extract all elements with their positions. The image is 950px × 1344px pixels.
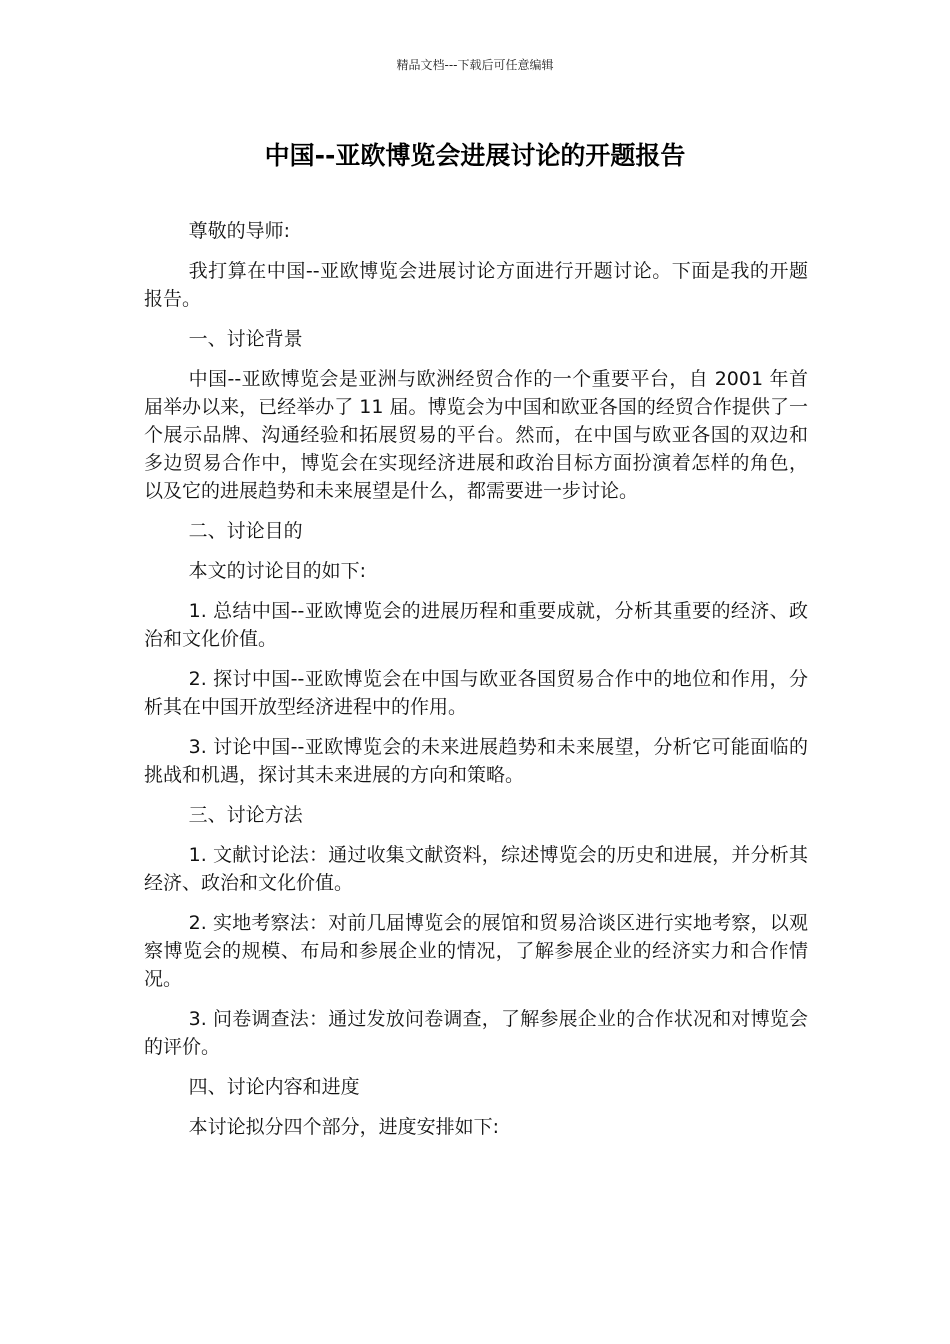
section-heading-content: 四、讨论内容和进度 <box>188 1076 360 1098</box>
purpose-intro: 本文的讨论目的如下: <box>188 560 367 582</box>
method-item-3: 3. 问卷调查法：通过发放问卷调查，了解参展企业的合作状况和对博览会的评价。 <box>144 1008 808 1058</box>
purpose-item-1: 1. 总结中国--亚欧博览会的进展历程和重要成就，分析其重要的经济、政治和文化价值。 <box>144 600 808 650</box>
header-note: 精品文档---下载后可任意编辑 <box>396 58 554 72</box>
purpose-item-3: 3. 讨论中国--亚欧博览会的未来进展趋势和未来展望，分析它可能面临的挑战和机遇，探讨其未来进展的方向和策略。 <box>144 736 808 786</box>
method-item-2: 2. 实地考察法：对前几届博览会的展馆和贸易洽谈区进行实地考察，以观察博览会的规模、布局和参展企业的情况，了解参展企业的经济实力和合作情况。 <box>144 912 808 990</box>
section-heading-methods: 三、讨论方法 <box>188 804 303 826</box>
background-paragraph: 中国--亚欧博览会是亚洲与欧洲经贸合作的一个重要平台，自 2001 年首届举办以来，已经举办了 11 届。博览会为中国和欧亚各国的经贸合作提供了一个展示品牌、沟通经验和拓展贸易的平台。然而，在中国与欧亚各国的双边和多边贸易合作中，博览会在实现经济进展和政治目标方面扮演着怎样的角色，以及它的进展趋势和未来展望是什么，都需要进一步讨论。 <box>144 368 808 502</box>
content-intro: 本讨论拟分四个部分，进度安排如下: <box>188 1116 500 1138</box>
document-body <box>144 217 808 1153</box>
intro-paragraph: 我打算在中国--亚欧博览会进展讨论方面进行开题讨论。下面是我的开题报告。 <box>144 260 808 310</box>
purpose-item-2: 2. 探讨中国--亚欧博览会在中国与欧亚各国贸易合作中的地位和作用，分析其在中国开放型经济进程中的作用。 <box>144 668 808 718</box>
document-title: 中国--亚欧博览会进展讨论的开题报告 <box>264 141 686 170</box>
salutation: 尊敬的导师: <box>188 220 291 242</box>
section-heading-purpose: 二、讨论目的 <box>188 520 303 542</box>
section-heading-background: 一、讨论背景 <box>188 328 303 350</box>
method-item-1: 1. 文献讨论法：通过收集文献资料，综述博览会的历史和进展，并分析其经济、政治和文化价值。 <box>144 844 808 894</box>
